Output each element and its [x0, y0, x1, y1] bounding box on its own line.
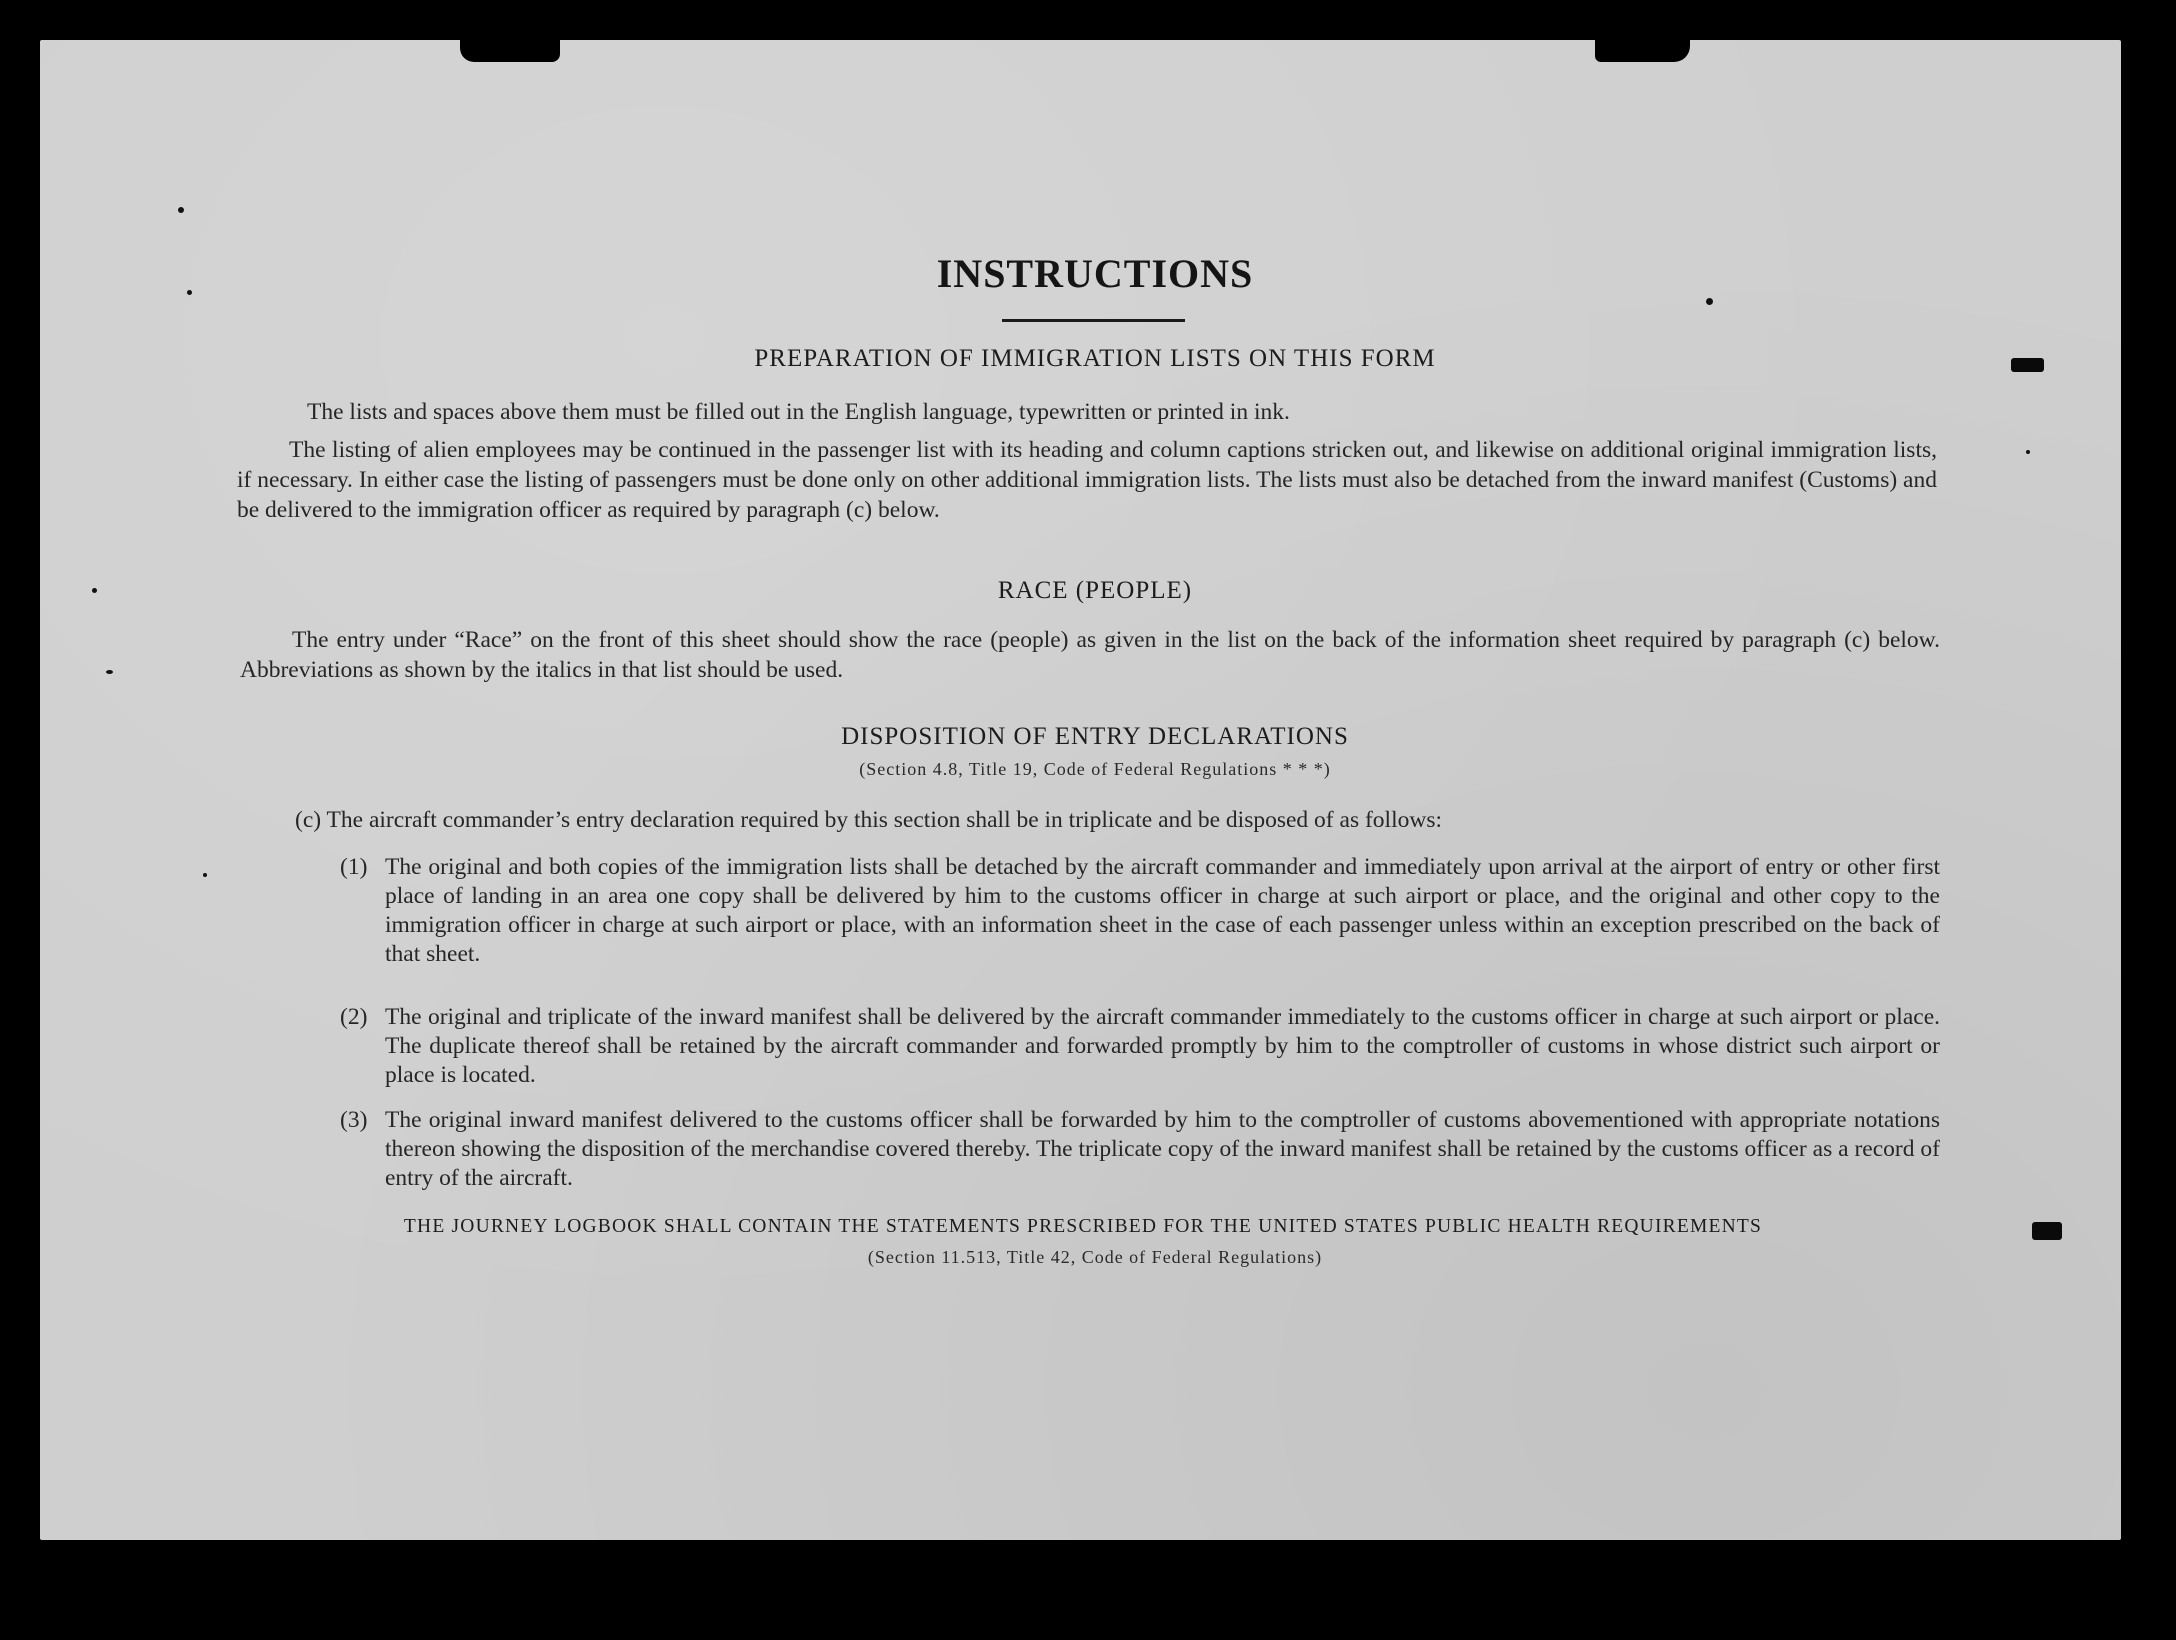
speck: [92, 588, 97, 593]
footer-requirements: THE JOURNEY LOGBOOK SHALL CONTAIN THE STATEMENTS PRESCRIBED FOR THE UNITED STATES PUBLIC HEALTH REQUIREMENTS: [403, 1216, 1763, 1237]
page-title: INSTRUCTIONS: [936, 251, 1254, 296]
list-item: [340, 853, 1940, 969]
list-item-text: The original inward manifest delivered to the customs officer shall be forwarded by him to the comptroller of customs abovementioned with appropriate notations thereon showing the disposition of the merchandise covered thereby. The triplicate copy of the inward manifest shall be retained by the customs officer as a record of entry of the aircraft.: [385, 1107, 1940, 1191]
section-citation: (Section 4.8, Title 19, Code of Federal Regulations * * *): [859, 759, 1331, 779]
paragraph-race: The entry under “Race” on the front of this sheet should show the race (people) as given in the list on the back of the information sheet required by paragraph (c) below. Abbreviations as shown by the italics in that list should be used.: [240, 627, 1940, 683]
footer-citation: (Section 11.513, Title 42, Code of Federal Regulations): [867, 1247, 1323, 1267]
list-item-number: (1): [340, 854, 368, 880]
speck: [187, 290, 192, 295]
list-item: [340, 1003, 1940, 1090]
punch-mark: [2011, 358, 2044, 372]
speck: [2026, 450, 2030, 454]
list-item-text: The original and triplicate of the inward manifest shall be delivered by the aircraft commander immediately to the customs officer in charge at such airport or place. The duplicate thereof shall be retained by the aircraft commander and forwarded promptly by him to the comptroller of customs in whose district such airport or place is located.: [385, 1004, 1940, 1088]
list-item-text: The original and both copies of the immigration lists shall be detached by the aircraft commander and immediately upon arrival at the airport of entry or other first place of landing in an area one copy shall be delivered by him to the customs officer in charge at such airport or place, and the original and other copy to the immigration officer in charge at such airport or place, with an information sheet in the case of each passenger unless within an exception prescribed on the back of that sheet.: [385, 854, 1940, 967]
title-underline: [1002, 319, 1185, 322]
list-item-number: (2): [340, 1004, 368, 1030]
list-item: [340, 1106, 1940, 1193]
paragraph-alien-employees: The listing of alien employees may be continued in the passenger list with its heading and column captions stricken out, and likewise on additional original immigration lists, if necessary. In either case the listing of passengers must be done only on other additional immigration lists. The lists must also be detached from the inward manifest (Customs) and be delivered to the immigration officer as required by paragraph (c) below.: [237, 437, 1937, 523]
section-heading-race: RACE (PEOPLE): [997, 577, 1193, 604]
punch-mark: [2032, 1222, 2062, 1240]
list-item-number: (3): [340, 1107, 368, 1133]
section-heading-disposition: DISPOSITION OF ENTRY DECLARATIONS: [841, 723, 1349, 750]
section-heading-preparation: PREPARATION OF IMMIGRATION LISTS ON THIS FORM: [754, 345, 1436, 372]
binding-notch: [1595, 40, 1690, 62]
speck: [106, 670, 113, 674]
speck: [178, 207, 184, 213]
paragraph-language: The lists and spaces above them must be filled out in the English language, typewritten or printed in ink.: [307, 399, 1290, 425]
document-sheet: [40, 40, 2121, 1540]
speck: [203, 873, 207, 877]
speck: [1706, 298, 1713, 305]
binding-notch: [460, 40, 560, 62]
paragraph-c-intro: (c) The aircraft commander’s entry declaration required by this section shall be in triplicate and be disposed of as follows:: [295, 807, 1442, 833]
